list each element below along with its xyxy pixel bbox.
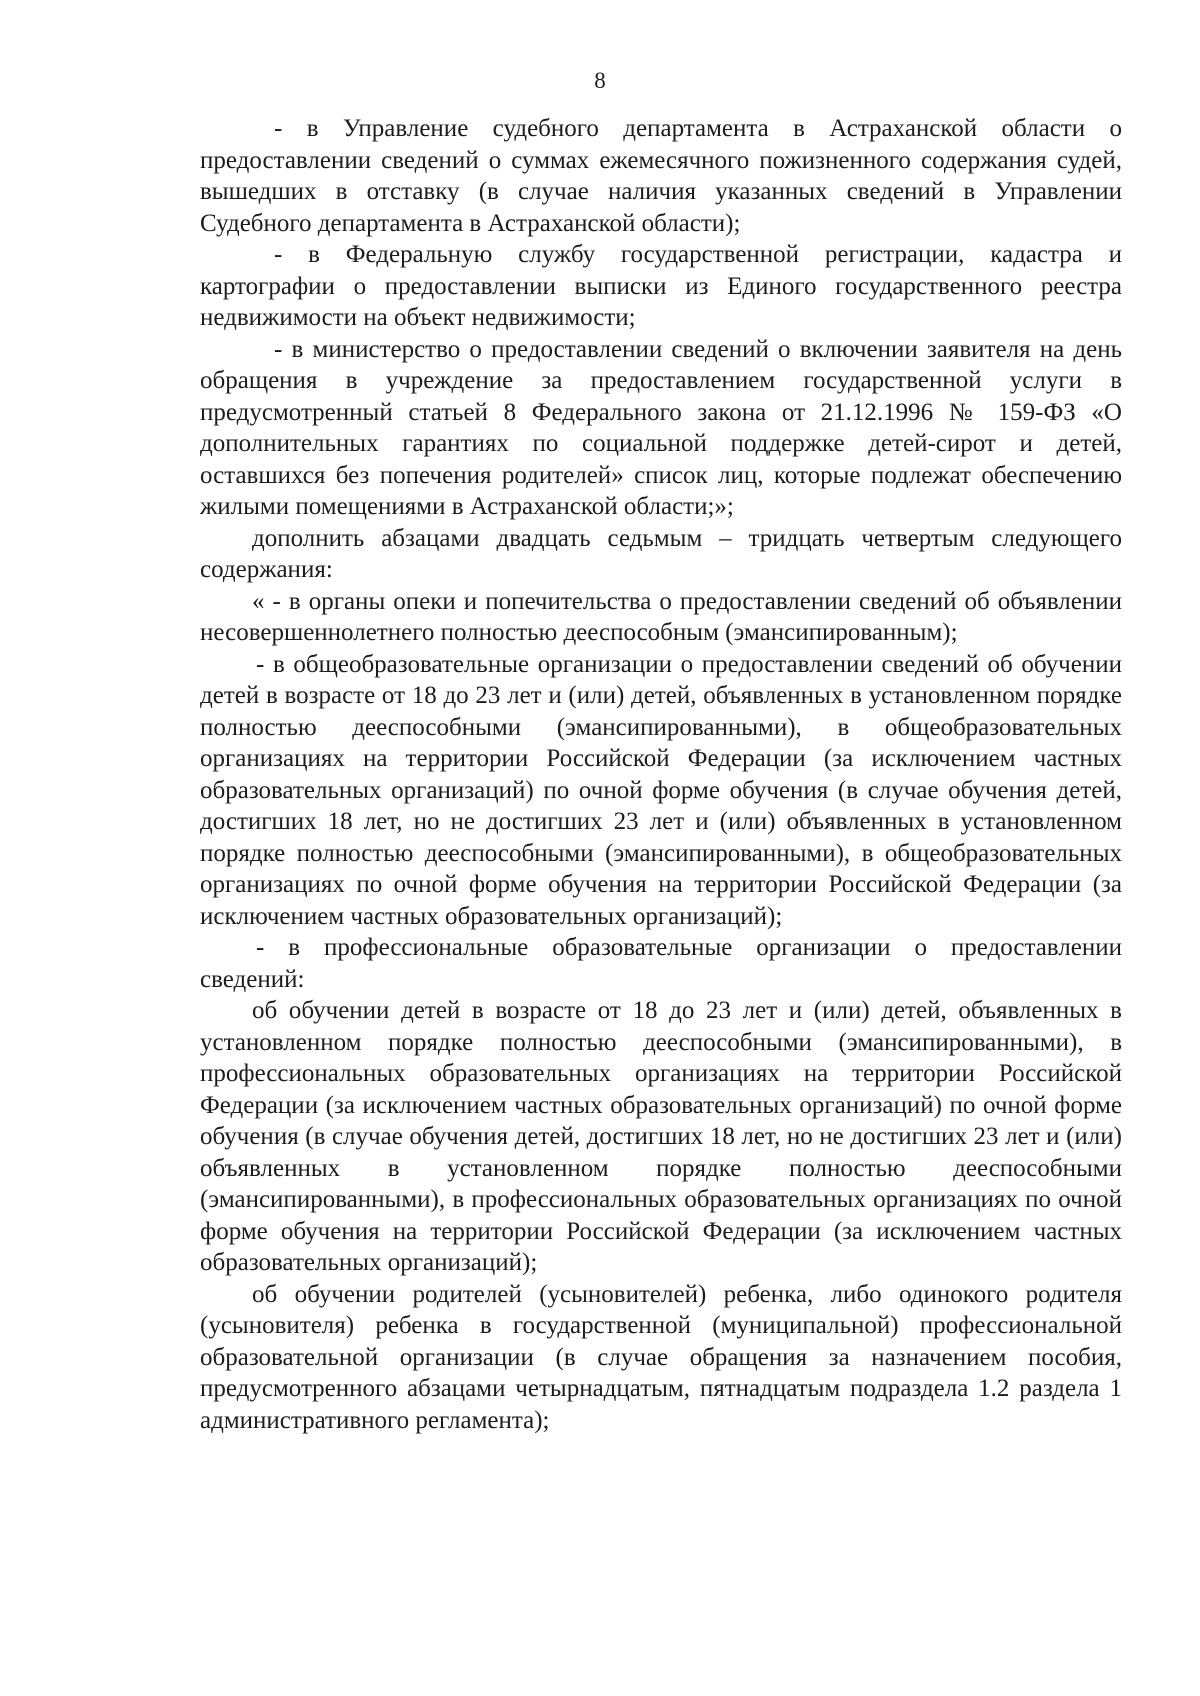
paragraph-children-education: об обучении детей в возрасте от 18 до 23 лет и (или) детей, объявленных в установленном порядке полностью дееспособными (эмансипированными), в профессиональных образовательных организациях на территории Российской Федерации (за исключением частных образовательных организаций) по очной форме обучения (в случае обучения детей, достигших 18 лет, но не достигших 23 лет и (или) объявленных в установленном порядке полностью дееспособными (эмансипированными), в профессиональных образовательных организациях по очной форме обучения на территории Российской Федерации (за исключением частных образовательных организаций); [200,997,1122,1276]
paragraph-guardianship: « - в органы опеки и попечительства о предоставлении сведений об объявлении несовершеннолетнего полностью дееспособным (эмансипированным); [200,587,1122,646]
paragraph-amendment-intro: дополнить абзацами двадцать седьмым – тридцать четвертым следующего содержания: [200,524,1122,583]
paragraph-ministry: - в министерство о предоставлении сведений о включении заявителя на день обращения в учреждение за предоставлением государственной услуги в предусмотренный статьей 8 Федерального закона от 21.12.1996 № 159-ФЗ «О дополнительных гарантиях по социальной поддержке детей-сирот и детей, оставшихся без попечения родителей» список лиц, которые подлежат обеспечению жилыми помещениями в Астраханской области;»; [200,335,1122,520]
paragraph-rosreestr: - в Федеральную службу государственной регистрации, кадастра и картографии о предоставлении выписки из Единого государственного реестра недвижимости на объект недвижимости; [200,241,1122,331]
paragraph-court-department: - в Управление судебного департамента в Астраханской области о предоставлении сведений о суммах ежемесячного пожизненного содержания судей, вышедших в отставку (в случае наличия указанных сведений в Управлении Судебного департамента в Астраханской области); [200,115,1122,237]
document-body [200,113,1122,1436]
paragraph-general-education: - в общеобразовательные организации о предоставлении сведений об обучении детей в возрасте от 18 до 23 лет и (или) детей, объявленных в установленном порядке полностью дееспособными (эмансипированными), в общеобразовательных организациях на территории Российской Федерации (за исключением частных образовательных организаций) по очной форме обучения (в случае обучения детей, достигших 18 лет, но не достигших 23 лет и (или) объявленных в установленном порядке полностью дееспособными (эмансипированными), в общеобразовательных организациях по очной форме обучения на территории Российской Федерации (за исключением частных образовательных организаций); [200,650,1122,930]
paragraph-parents-education: об обучении родителей (усыновителей) ребенка, либо одинокого родителя (усыновителя) ребенка в государственной (муниципальной) профессиональной образовательной организации (в случае обращения за назначением пособия, предусмотренного абзацами четырнадцатым, пятнадцатым подраздела 1.2 раздела 1 административного регламента); [200,1280,1122,1434]
page-number: 8 [594,68,606,93]
paragraph-professional-education: - в профессиональные образовательные организации о предоставлении сведений: [200,934,1122,993]
